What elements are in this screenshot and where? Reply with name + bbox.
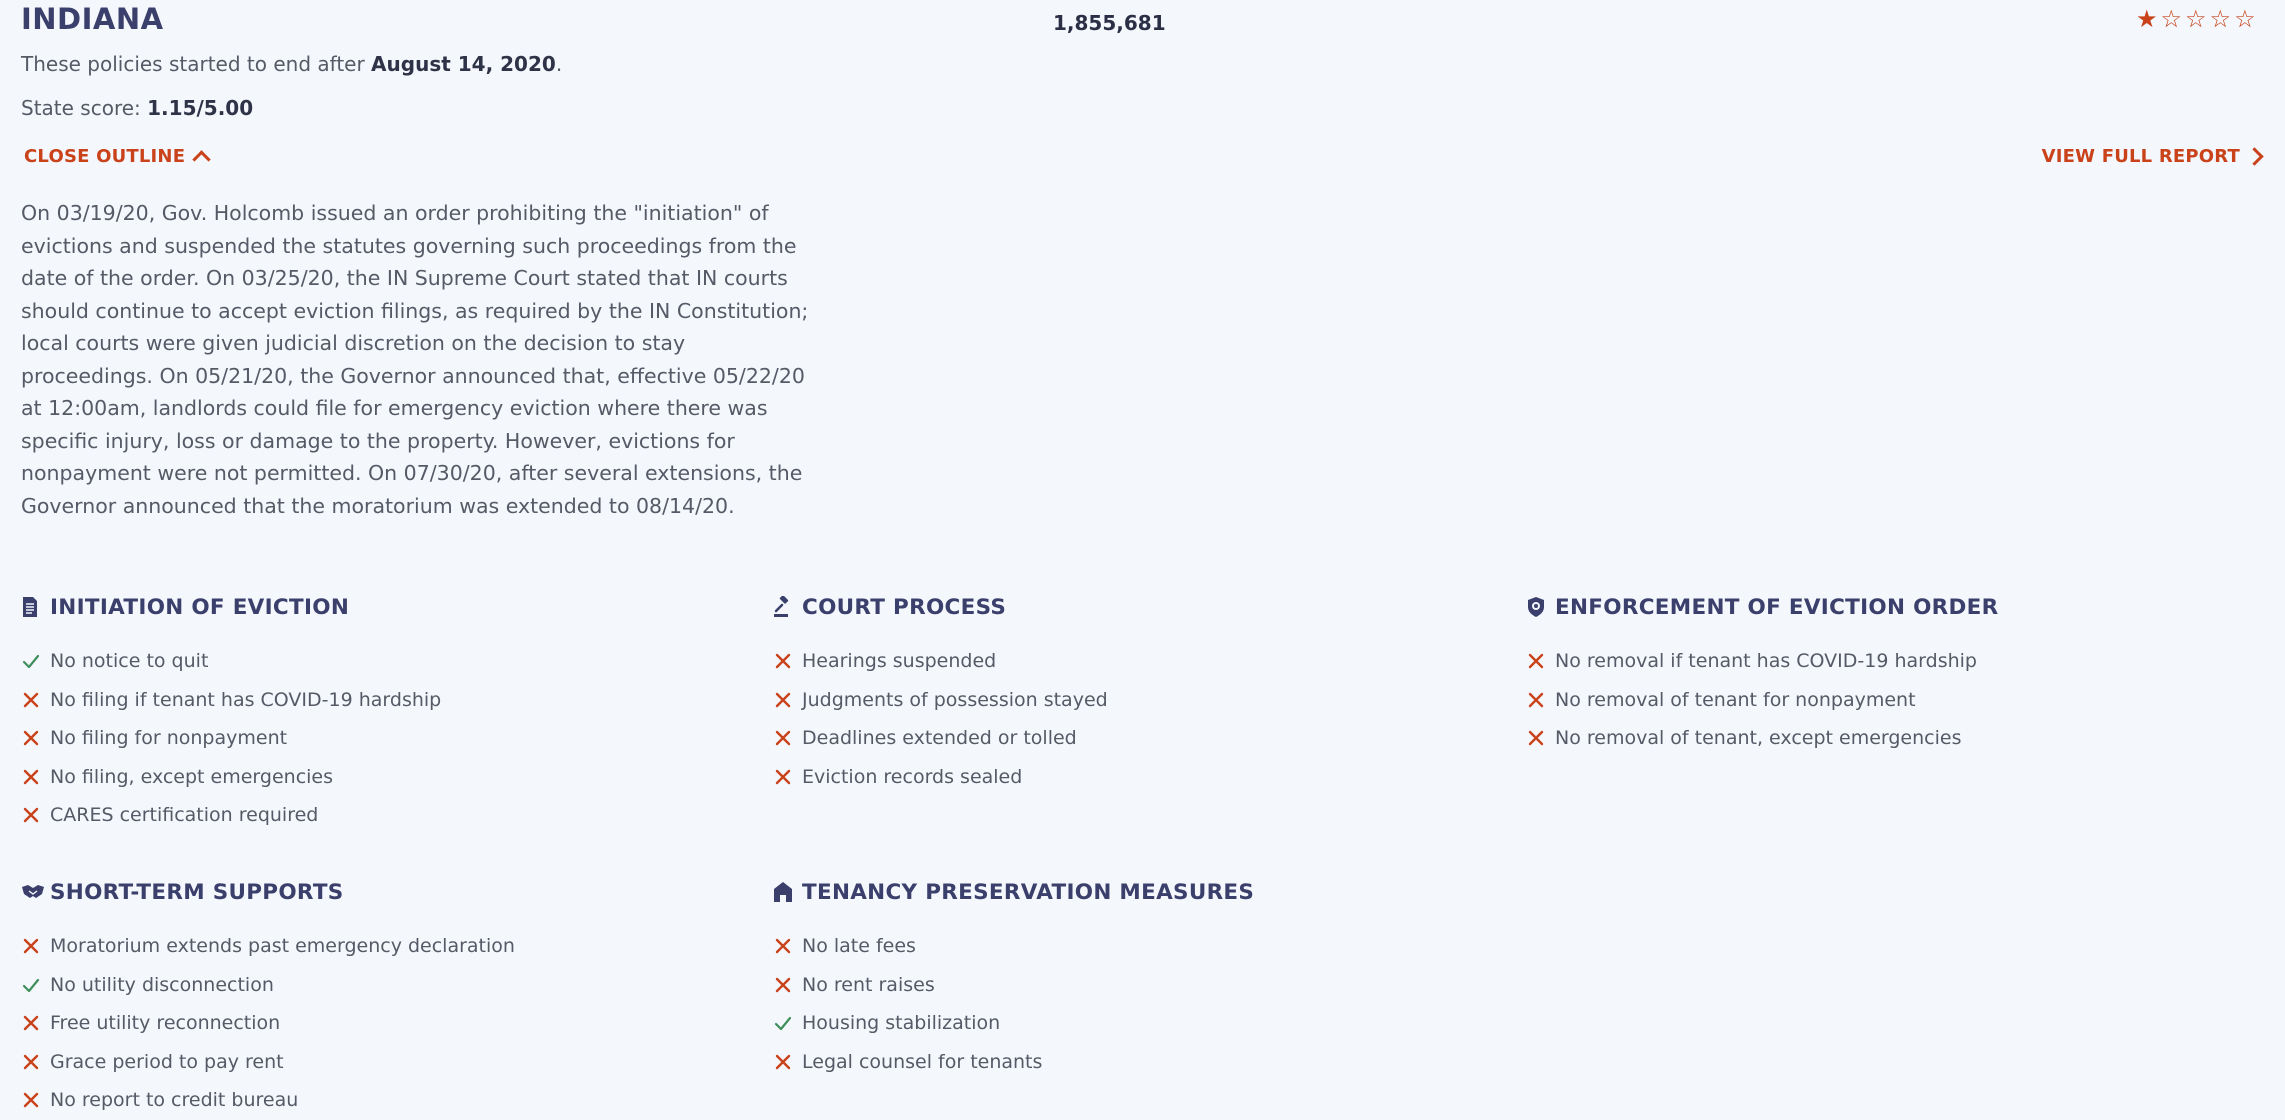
policy-item-label: Judgments of possession stayed xyxy=(802,688,1108,711)
category-title: ENFORCEMENT OF EVICTION ORDER xyxy=(1555,594,1999,620)
intro-prefix: These policies started to end after xyxy=(21,52,372,76)
policy-item-no-notice-to-quit xyxy=(21,642,721,681)
state-population: 1,855,681 xyxy=(1053,11,1166,35)
policy-list xyxy=(21,927,721,1120)
policy-item-no-filing-for-nonpayment xyxy=(21,719,721,758)
policy-summary: On 03/19/20, Gov. Holcomb issued an order prohibiting the "initiation" of evictions and suspended the statutes governing such proceedings from the date of the order. On 03/25/20, the IN Supreme Court stated that IN courts should continue to accept eviction filings, as required by the IN Constitution; local courts were given judicial discretion on the decision to stay proceedings. On 05/21/20, the Governor announced that, effective 05/22/20 at 12:00am, landlords could file for emergency eviction where there was specific injury, loss or damage to the property. However, evictions for nonpayment were not permitted. On 07/30/20, after several extensions, the Governor announced that the moratorium was extended to 08/14/20. xyxy=(21,201,809,518)
category-title: TENANCY PRESERVATION MEASURES xyxy=(802,879,1255,905)
chevron-up-icon xyxy=(193,150,211,168)
cross-icon xyxy=(21,1013,41,1033)
policy-item-label: No late fees xyxy=(802,935,916,958)
policy-item-label: No filing, except emergencies xyxy=(50,765,334,788)
policy-item-grace-period-to-pay-rent xyxy=(21,1043,721,1082)
state-score-value: 1.15/5.00 xyxy=(147,96,254,120)
policy-item-no-rent-raises xyxy=(773,966,1473,1005)
category-heading xyxy=(21,878,721,906)
cross-icon xyxy=(773,690,793,710)
check-icon xyxy=(21,651,41,671)
gavel-icon xyxy=(773,596,793,618)
policy-item-label: No removal if tenant has COVID-19 hardship xyxy=(1555,650,1977,673)
policy-item-housing-stabilization xyxy=(773,1004,1473,1043)
policy-list xyxy=(21,642,721,835)
cross-icon xyxy=(773,651,793,671)
policy-item-label: No removal of tenant for nonpayment xyxy=(1555,688,1916,711)
star-empty-icon: ☆ xyxy=(2209,5,2232,33)
policy-item-no-late-fees xyxy=(773,927,1473,966)
cross-icon xyxy=(21,936,41,956)
policy-item-label: No utility disconnection xyxy=(50,973,274,996)
state-name: INDIANA xyxy=(21,2,164,36)
policy-item-no-report-to-credit-bureau xyxy=(21,1081,721,1120)
cross-icon xyxy=(1526,651,1546,671)
cross-icon xyxy=(773,1052,793,1072)
category-heading xyxy=(21,593,721,621)
policy-item-label: No filing for nonpayment xyxy=(50,727,288,750)
policy-item-label: Legal counsel for tenants xyxy=(802,1050,1043,1073)
policy-item-label: Deadlines extended or tolled xyxy=(802,727,1077,750)
category-title: SHORT-TERM SUPPORTS xyxy=(50,879,344,905)
policy-item-no-utility-disconnection xyxy=(21,966,721,1005)
policy-item-label: Housing stabilization xyxy=(802,1012,1001,1035)
policy-end-intro xyxy=(21,52,562,76)
policy-item-label: No filing if tenant has COVID-19 hardship xyxy=(50,688,442,711)
policy-item-hearings-suspended xyxy=(773,642,1473,681)
policy-item-free-utility-reconnection xyxy=(21,1004,721,1043)
category-enforcement-of-eviction-order xyxy=(1526,593,2226,758)
check-icon xyxy=(773,1013,793,1033)
document-icon xyxy=(21,596,41,618)
policy-list xyxy=(1526,642,2226,758)
star-filled-icon: ★ xyxy=(2136,5,2158,33)
state-score xyxy=(21,96,253,120)
cross-icon xyxy=(21,728,41,748)
cross-icon xyxy=(21,767,41,787)
policy-item-label: No rent raises xyxy=(802,973,935,996)
cross-icon xyxy=(21,1052,41,1072)
policy-item-no-filing-if-tenant-has-covid-19-hardship xyxy=(21,681,721,720)
policy-item-judgments-of-possession-stayed xyxy=(773,681,1473,720)
policy-item-label: Free utility reconnection xyxy=(50,1012,281,1035)
policy-item-no-removal-if-tenant-has-covid-19-hardship xyxy=(1526,642,2226,681)
intro-suffix: . xyxy=(555,52,563,76)
category-short-term-supports xyxy=(21,878,721,1120)
cross-icon xyxy=(21,805,41,825)
star-empty-icon: ☆ xyxy=(2160,5,2183,33)
view-full-report-label: VIEW FULL REPORT xyxy=(2041,146,2240,167)
category-initiation-of-eviction xyxy=(21,593,721,835)
category-tenancy-preservation-measures xyxy=(773,878,1473,1081)
cross-icon xyxy=(1526,728,1546,748)
policy-list xyxy=(773,927,1473,1081)
star-empty-icon: ☆ xyxy=(2185,5,2207,33)
policy-item-label: Eviction records sealed xyxy=(802,765,1023,788)
star-rating xyxy=(2136,4,2256,34)
policy-end-date: August 14, 2020 xyxy=(371,52,556,76)
category-heading xyxy=(773,593,1473,621)
cross-icon xyxy=(21,690,41,710)
chevron-right-icon xyxy=(2245,147,2263,165)
policy-item-cares-certification-required xyxy=(21,796,721,835)
policy-item-eviction-records-sealed xyxy=(773,758,1473,797)
cross-icon xyxy=(1526,690,1546,710)
policy-item-label: Grace period to pay rent xyxy=(50,1050,284,1073)
category-title: INITIATION OF EVICTION xyxy=(50,594,350,620)
category-heading xyxy=(1526,593,2226,621)
handshake-icon xyxy=(21,881,41,903)
check-icon xyxy=(21,975,41,995)
cross-icon xyxy=(773,728,793,748)
cross-icon xyxy=(21,1090,41,1110)
policy-item-no-filing-except-emergencies xyxy=(21,758,721,797)
policy-item-deadlines-extended-or-tolled xyxy=(773,719,1473,758)
category-heading xyxy=(773,878,1473,906)
policy-item-label: No notice to quit xyxy=(50,650,209,673)
close-outline-label: CLOSE OUTLINE xyxy=(24,146,186,167)
policy-item-no-removal-of-tenant-except-emergencies xyxy=(1526,719,2226,758)
badge-icon xyxy=(1526,596,1546,618)
policy-item-legal-counsel-for-tenants xyxy=(773,1043,1473,1082)
category-court-process xyxy=(773,593,1473,796)
policy-item-label: Hearings suspended xyxy=(802,650,997,673)
cross-icon xyxy=(773,975,793,995)
cross-icon xyxy=(773,936,793,956)
close-outline-button[interactable] xyxy=(24,146,208,167)
policy-item-label: Moratorium extends past emergency declaration xyxy=(50,935,515,958)
house-icon xyxy=(773,881,793,903)
policy-item-label: CARES certification required xyxy=(50,804,319,827)
category-title: COURT PROCESS xyxy=(802,594,1007,620)
policy-list xyxy=(773,642,1473,796)
view-full-report-link[interactable] xyxy=(2042,146,2261,167)
policy-item-moratorium-extends-past-emergency-declaration xyxy=(21,927,721,966)
policy-item-label: No report to credit bureau xyxy=(50,1089,299,1112)
policy-item-no-removal-of-tenant-for-nonpayment xyxy=(1526,681,2226,720)
star-empty-icon: ☆ xyxy=(2234,5,2256,33)
policy-item-label: No removal of tenant, except emergencies xyxy=(1555,727,1962,750)
state-score-label: State score: xyxy=(21,96,148,120)
cross-icon xyxy=(773,767,793,787)
